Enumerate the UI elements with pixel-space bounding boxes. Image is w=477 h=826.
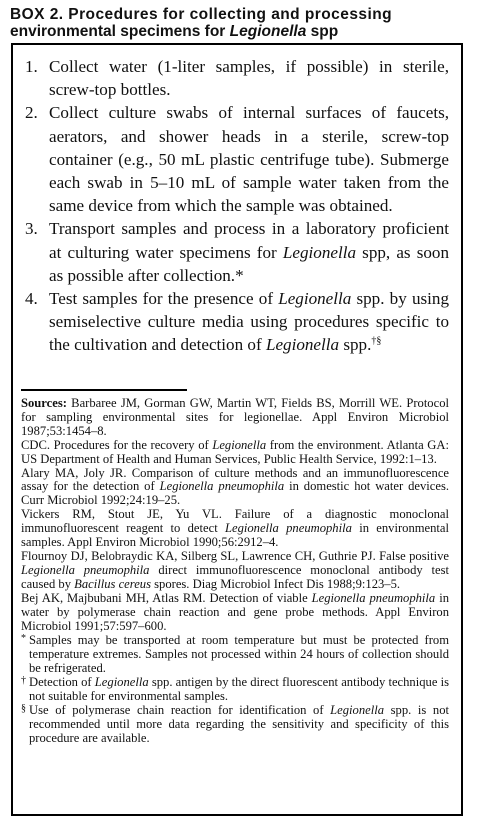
step-number: 1. <box>25 57 38 76</box>
step-genus: Legionella <box>282 242 357 262</box>
box-title <box>10 6 470 40</box>
reference-item <box>21 592 449 634</box>
step-genus: Legionella <box>278 289 352 309</box>
reference-text-tail: in water by polymerase chain reaction and gene probe methods. Appl Environ Microbiol 1991;57:597–600. <box>21 590 449 633</box>
reference-species: Legionella pneumophila <box>159 479 285 494</box>
reference-item <box>21 397 449 439</box>
reference-text: Alary MA, Joly JR. Comparison of culture methods and an immunofluorescence assay for the detection of <box>21 465 449 494</box>
step-number: 4. <box>25 289 38 309</box>
reference-item <box>21 508 449 550</box>
title-line-2-text: environmental specimens for <box>10 23 230 40</box>
footnote-text: Samples may be transported at room temperature but must be protected from temperature extremes. Samples not processed within 24 hours of collection should be refrigerated. <box>29 633 449 676</box>
reference-text-tail: from the environment. Atlanta GA: US Department of Health and Human Services, Public Health Service, 1992:1–13. <box>21 437 449 466</box>
footnote-item <box>21 676 449 704</box>
procedure-step-2 <box>21 101 449 217</box>
step-text: Transport samples and process in a laboratory proficient at culturing water specimens for <box>49 219 449 262</box>
title-line-2-suffix: spp <box>306 23 339 40</box>
reference-text: Flournoy DJ, Belobraydic KA, Silberg SL, Lawrence CH, Guthrie PJ. False positive <box>21 548 449 563</box>
sources-label: Sources: <box>21 396 67 410</box>
reference-species: Legionella pneumophila <box>311 590 436 605</box>
reference-text: Barbaree JM, Gorman GW, Martin WT, Fields BS, Morrill WE. Protocol for sampling environmental sites for legionellae. Appl Environ Microbiol 1987;53:1454–8. <box>21 396 449 438</box>
footnote-text: Detection of <box>29 675 95 690</box>
step-genus-2: Legionella <box>265 335 340 355</box>
reference-text-mid: direct immunofluorescence monoclonal antibody test caused by <box>21 562 449 591</box>
title-line-2 <box>10 23 470 40</box>
reference-genus: Legionella <box>212 437 267 452</box>
step-text-tail: spp, as soon as possible after collection. <box>49 242 450 285</box>
step-text: Collect culture swabs of internal surfaces of faucets, aerators, and shower heads in a sterile, screw-top container (e.g., 50 mL plastic centrifuge tube). Submerge each swab in 5–10 mL of sample water taken from the same device from which the sample was obtained. <box>49 103 449 216</box>
procedure-step-1 <box>21 55 449 101</box>
footnotes <box>21 634 449 745</box>
footnote-item <box>21 704 449 746</box>
reference-text: Vickers RM, Stout JE, Yu VL. Failure of a diagnostic monoclonal immunofluorescent reagent to detect <box>21 507 449 536</box>
footnote-genus: Legionella <box>330 702 385 717</box>
step-number: 2. <box>25 103 38 123</box>
footnote-text: Use of polymerase chain reaction for identification of <box>29 702 331 717</box>
reference-item <box>21 439 449 467</box>
footnote-genus: Legionella <box>94 675 149 690</box>
footnote-marker: * <box>235 265 244 285</box>
step-text-mid: spp. by using semiselective culture media using procedures specific to the cultivation and detection of <box>49 289 449 355</box>
section-divider <box>21 389 187 391</box>
footnote-mark: * <box>21 633 26 645</box>
reference-item <box>21 550 449 592</box>
step-text-tail: spp. <box>339 335 372 355</box>
procedure-step-3 <box>21 217 449 287</box>
reference-text-tail: in domestic hot water devices. Curr Microbiol 1992;24:19–25. <box>21 479 450 508</box>
procedure-box <box>11 43 463 816</box>
reference-species: Legionella pneumophila <box>21 562 150 577</box>
reference-text: CDC. Procedures for the recovery of <box>21 437 213 452</box>
footnote-text-tail: spp. is not recommended until more data regarding the sensitivity and specificity of this procedure are available. <box>29 702 449 745</box>
footnote-mark: † <box>21 675 26 687</box>
procedure-steps <box>21 55 449 357</box>
reference-species: Legionella pneumophila <box>224 521 352 536</box>
reference-item <box>21 467 449 509</box>
references-section <box>21 397 449 746</box>
reference-text-tail: in environmental samples. Appl Environ Microbiol 1990;56:2912–4. <box>21 521 450 550</box>
step-text: Collect water (1-liter samples, if possible) in sterile, screw-top bottles. <box>49 57 449 100</box>
footnote-mark: § <box>21 702 26 714</box>
footnote-marker: †§ <box>371 335 382 347</box>
reference-text: Bej AK, Majbubani MH, Atlas RM. Detection of viable <box>21 590 312 605</box>
footnote-item <box>21 634 449 676</box>
reference-text-tail: spores. Diag Microbiol Infect Dis 1988;9:123–5. <box>150 576 401 591</box>
title-genus: Legionella <box>229 23 307 40</box>
reference-species-2: Bacillus cereus <box>74 576 151 591</box>
footnote-text-tail: spp. antigen by the direct fluorescent antibody technique is not suitable for environmental samples. <box>29 675 449 704</box>
procedure-step-4 <box>21 287 449 357</box>
step-text: Test samples for the presence of <box>49 289 279 309</box>
step-number: 3. <box>25 219 38 239</box>
title-line-1: BOX 2. Procedures for collecting and processing <box>10 6 393 23</box>
